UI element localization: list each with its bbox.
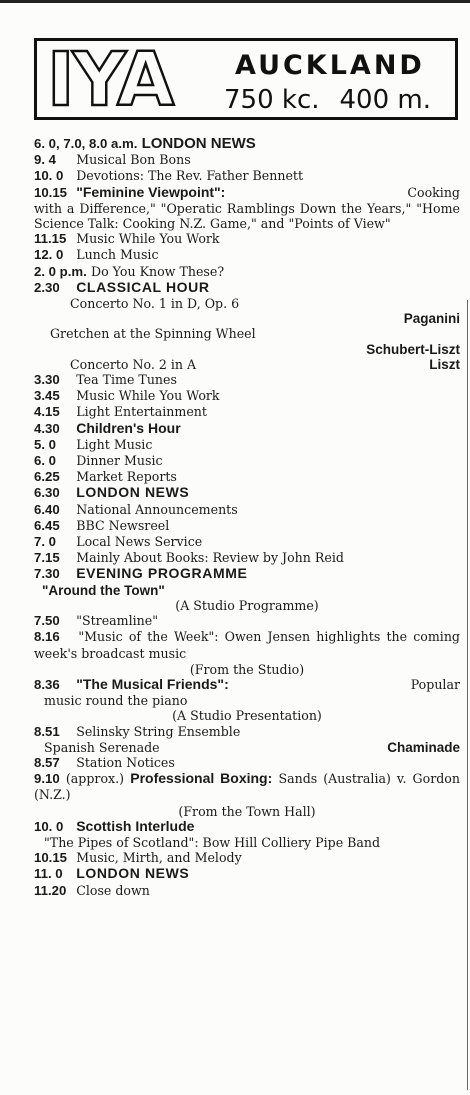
entry-time: 10.15 xyxy=(34,184,68,200)
entry-continuation: "The Pipes of Scotland": Bow Hill Colliery Pipe Band xyxy=(44,834,381,850)
entry-title: Scottish Interlude xyxy=(76,817,195,834)
entry-time: 7.15 xyxy=(34,550,60,566)
entry-time: 9. 4 xyxy=(34,152,56,168)
entry-title: Devotions: The Rev. Father Bennett xyxy=(76,168,304,184)
entry-time: 8.16 xyxy=(34,629,60,645)
schedule-entry xyxy=(34,247,460,263)
programme-schedule xyxy=(34,136,460,899)
entry-title: Children's Hour xyxy=(76,419,181,436)
entry-title: Lunch Music xyxy=(76,247,159,263)
entry-time: 7.50 xyxy=(34,613,60,629)
entry-time: 6.45 xyxy=(34,517,60,533)
top-rule xyxy=(0,0,470,3)
entry-title: Station Notices xyxy=(76,754,175,770)
schedule-entry xyxy=(34,185,460,201)
entry-title: BBC Newsreel xyxy=(76,517,170,533)
station-header xyxy=(34,37,458,123)
entry-time: 11.15 xyxy=(34,231,67,247)
schedule-entry xyxy=(34,724,460,740)
schedule-entry xyxy=(34,264,460,280)
entry-time: 4.15 xyxy=(34,404,60,420)
entry-title: Music While You Work xyxy=(76,231,220,247)
entry-title: Tea Time Tunes xyxy=(76,372,177,388)
schedule-entry xyxy=(34,231,460,247)
entry-title: Music While You Work xyxy=(76,388,220,404)
piece-line xyxy=(34,740,460,755)
entry-time: 10. 0 xyxy=(34,168,64,184)
station-frequency xyxy=(224,85,431,115)
entry-time: 8.51 xyxy=(34,723,60,739)
piece-title: Gretchen at the Spinning Wheel xyxy=(50,326,256,342)
entry-title: Market Reports xyxy=(76,469,177,485)
schedule-entry xyxy=(34,850,460,866)
schedule-entry xyxy=(34,771,460,803)
entry-time: 6.40 xyxy=(34,501,60,517)
schedule-entry xyxy=(34,819,460,835)
wavelength-value: 400 m. xyxy=(339,85,431,115)
schedule-entry xyxy=(34,502,460,518)
entry-time: 6. 0, 7.0, 8.0 a.m. xyxy=(34,136,138,151)
entry-time: 6. 0 xyxy=(34,453,56,469)
entry-title: "The Musical Friends": xyxy=(76,675,229,692)
entry-title: Light Entertainment xyxy=(76,404,207,420)
piece-title: Concerto No. 1 in D, Op. 6 xyxy=(70,296,240,312)
entry-title: Selinsky String Ensemble xyxy=(76,723,241,739)
programme-note: (A Studio Programme) xyxy=(175,597,319,613)
entry-title: CLASSICAL HOUR xyxy=(76,278,210,295)
programme-note: (From the Town Hall) xyxy=(178,803,316,819)
entry-time: 3.45 xyxy=(34,388,60,404)
programme-note: (A Studio Presentation) xyxy=(172,708,322,724)
entry-time: 9.10 xyxy=(34,771,60,787)
schedule-entry xyxy=(34,883,460,899)
schedule-entry xyxy=(34,629,460,661)
schedule-entry xyxy=(34,534,460,550)
entry-title: Music, Mirth, and Melody xyxy=(76,850,242,866)
composer: Schubert-Liszt xyxy=(366,341,460,357)
piece-line xyxy=(34,357,460,372)
entry-title: LONDON NEWS xyxy=(76,865,190,882)
entry-time: 8.36 xyxy=(34,676,60,692)
entry-detail: Cooking xyxy=(407,184,460,200)
schedule-entry xyxy=(34,755,460,771)
entry-time: 4.30 xyxy=(34,420,60,436)
column-rule xyxy=(467,300,468,1090)
composer: Liszt xyxy=(429,356,460,372)
schedule-entry xyxy=(34,518,460,534)
schedule-entry xyxy=(34,372,460,388)
entry-detail: Popular xyxy=(410,676,460,692)
schedule-entry xyxy=(34,404,460,420)
entry-title: Close down xyxy=(76,882,150,898)
entry-time: 7.30 xyxy=(34,566,60,582)
entry-title: Musical Bon Bons xyxy=(76,152,191,168)
schedule-entry xyxy=(34,152,460,168)
composer: Chaminade xyxy=(387,739,460,755)
entry-continuation: music round the piano xyxy=(44,693,188,709)
entry-title: Mainly About Books: Review by John Reid xyxy=(76,550,344,566)
entry-time: 12. 0 xyxy=(34,247,64,263)
schedule-entry xyxy=(34,136,460,152)
entry-title: LONDON NEWS xyxy=(141,135,256,152)
programme-note: (From the Studio) xyxy=(189,661,305,677)
schedule-entry xyxy=(34,485,460,501)
entry-time: 10. 0 xyxy=(34,818,64,834)
schedule-entry xyxy=(34,437,460,453)
entry-time: 11.20 xyxy=(34,882,67,898)
schedule-entry xyxy=(34,388,460,404)
entry-time: 3.30 xyxy=(34,372,60,388)
entry-time: 8.57 xyxy=(34,754,60,770)
piece-title: Concerto No. 2 in A xyxy=(70,356,197,372)
schedule-entry xyxy=(34,866,460,882)
entry-time: 5. 0 xyxy=(34,436,56,452)
schedule-entry xyxy=(34,453,460,469)
entry-title: "Feminine Viewpoint": xyxy=(76,183,226,200)
entry-time: 2.30 xyxy=(34,279,60,295)
entry-title: LONDON NEWS xyxy=(76,484,190,501)
schedule-entry xyxy=(34,280,460,296)
entry-time: 2. 0 p.m. xyxy=(34,263,87,279)
entry-detail: Sands (Australia) v. Gordon (N.Z.) xyxy=(34,771,460,803)
entry-title: "Music of the Week": Owen Jensen highlights the coming week's broadcast music xyxy=(34,629,460,661)
schedule-entry xyxy=(34,421,460,437)
schedule-entry xyxy=(34,566,460,582)
schedule-entry xyxy=(34,613,460,629)
schedule-entry xyxy=(34,550,460,566)
entry-title: Light Music xyxy=(76,436,153,452)
entry-time: 7. 0 xyxy=(34,534,56,550)
call-sign: IYA xyxy=(47,37,173,123)
frequency-value: 750 kc. xyxy=(224,85,320,115)
entry-time: 11. 0 xyxy=(34,866,63,882)
entry-title: National Announcements xyxy=(76,501,238,517)
entry-approx: (approx.) xyxy=(65,771,125,787)
entry-title: "Streamline" xyxy=(76,613,159,629)
schedule-entry xyxy=(34,469,460,485)
programme-subtitle: "Around the Town" xyxy=(42,582,165,598)
schedule-entry xyxy=(34,168,460,184)
entry-time: 6.25 xyxy=(34,469,60,485)
entry-title: Local News Service xyxy=(76,534,203,550)
entry-continuation: with a Difference," "Operatic Ramblings Down the Years," "Home Science Talk: Cooking N.Z. Game," and "Points of View" xyxy=(34,200,460,232)
entry-time: 6.30 xyxy=(34,485,60,501)
entry-title: EVENING PROGRAMME xyxy=(76,565,248,582)
entry-title: Professional Boxing: xyxy=(130,770,273,787)
entry-title: Do You Know These? xyxy=(90,263,225,279)
entry-time: 10.15 xyxy=(34,850,68,866)
schedule-entry xyxy=(34,677,460,693)
piece-title: Spanish Serenade xyxy=(44,739,160,755)
entry-title: Dinner Music xyxy=(76,453,163,469)
station-city: AUCKLAND xyxy=(235,50,425,81)
composer: Paganini xyxy=(403,311,460,327)
